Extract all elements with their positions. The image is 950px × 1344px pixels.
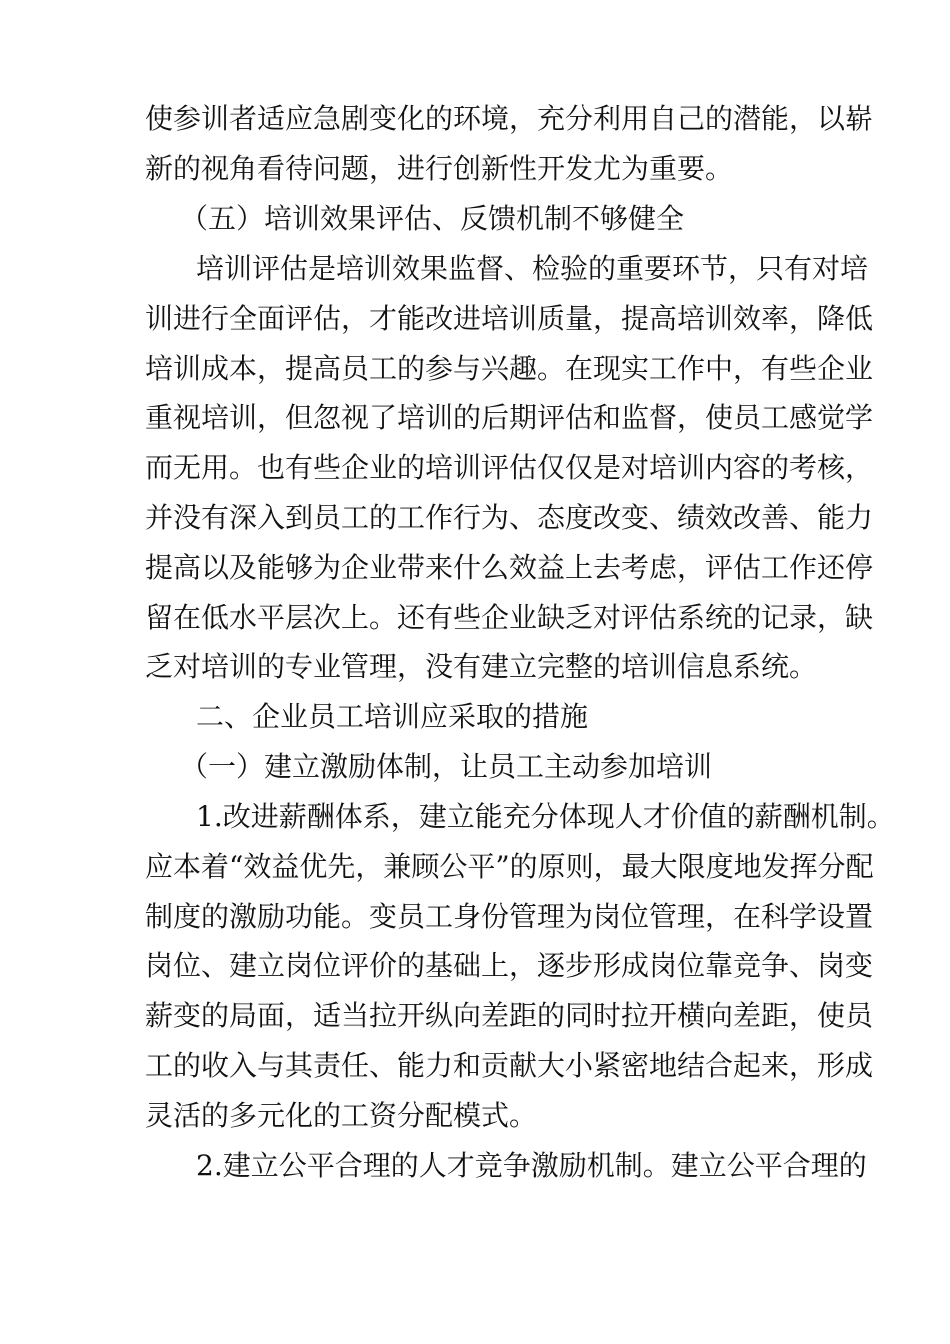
- text-line: 薪变的局面，适当拉开纵向差距的同时拉开横向差距，使员: [145, 999, 874, 1032]
- text-line: 并没有深入到员工的工作行为、态度改变、绩效改善、能力: [145, 501, 874, 534]
- section-heading: （五）培训效果评估、反馈机制不够健全: [180, 202, 685, 235]
- section-heading: 二、企业员工培训应采取的措施: [196, 700, 589, 733]
- text-line: 制度的激励功能。变员工身份管理为岗位管理，在科学设置: [145, 900, 874, 933]
- text-line: 使参训者适应急剧变化的环境，充分利用自己的潜能，以崭: [145, 102, 874, 135]
- section-subheading: （一）建立激励体制，让员工主动参加培训: [180, 750, 713, 783]
- paragraph-first-line: 1.改进薪酬体系，建立能充分体现人才价值的薪酬机制。: [196, 800, 895, 833]
- text-line: 工的收入与其责任、能力和贡献大小紧密地结合起来，形成: [145, 1049, 874, 1082]
- text-line: 应本着“效益优先，兼顾公平”的原则，最大限度地发挥分配: [145, 850, 874, 883]
- text-line: 培训成本，提高员工的参与兴趣。在现实工作中，有些企业: [145, 352, 874, 385]
- text-line: 而无用。也有些企业的培训评估仅仅是对培训内容的考核，: [145, 451, 874, 484]
- text-line: 重视培训，但忽视了培训的后期评估和监督，使员工感觉学: [145, 401, 874, 434]
- text-line: 乏对培训的专业管理，没有建立完整的培训信息系统。: [145, 650, 818, 683]
- text-line: 训进行全面评估，才能改进培训质量，提高培训效率，降低: [145, 302, 874, 335]
- text-line: 新的视角看待问题，进行创新性开发尤为重要。: [145, 152, 734, 185]
- text-line: 留在低水平层次上。还有些企业缺乏对评估系统的记录，缺: [145, 601, 874, 634]
- paragraph-first-line: 培训评估是培训效果监督、检验的重要环节，只有对培: [196, 252, 869, 285]
- text-line: 提高以及能够为企业带来什么效益上去考虑，评估工作还停: [145, 551, 874, 584]
- text-line: 岗位、建立岗位评价的基础上，逐步形成岗位靠竞争、岗变: [145, 949, 874, 982]
- paragraph-first-line: 2.建立公平合理的人才竞争激励机制。建立公平合理的: [196, 1149, 867, 1182]
- text-line: 灵活的多元化的工资分配模式。: [145, 1099, 538, 1132]
